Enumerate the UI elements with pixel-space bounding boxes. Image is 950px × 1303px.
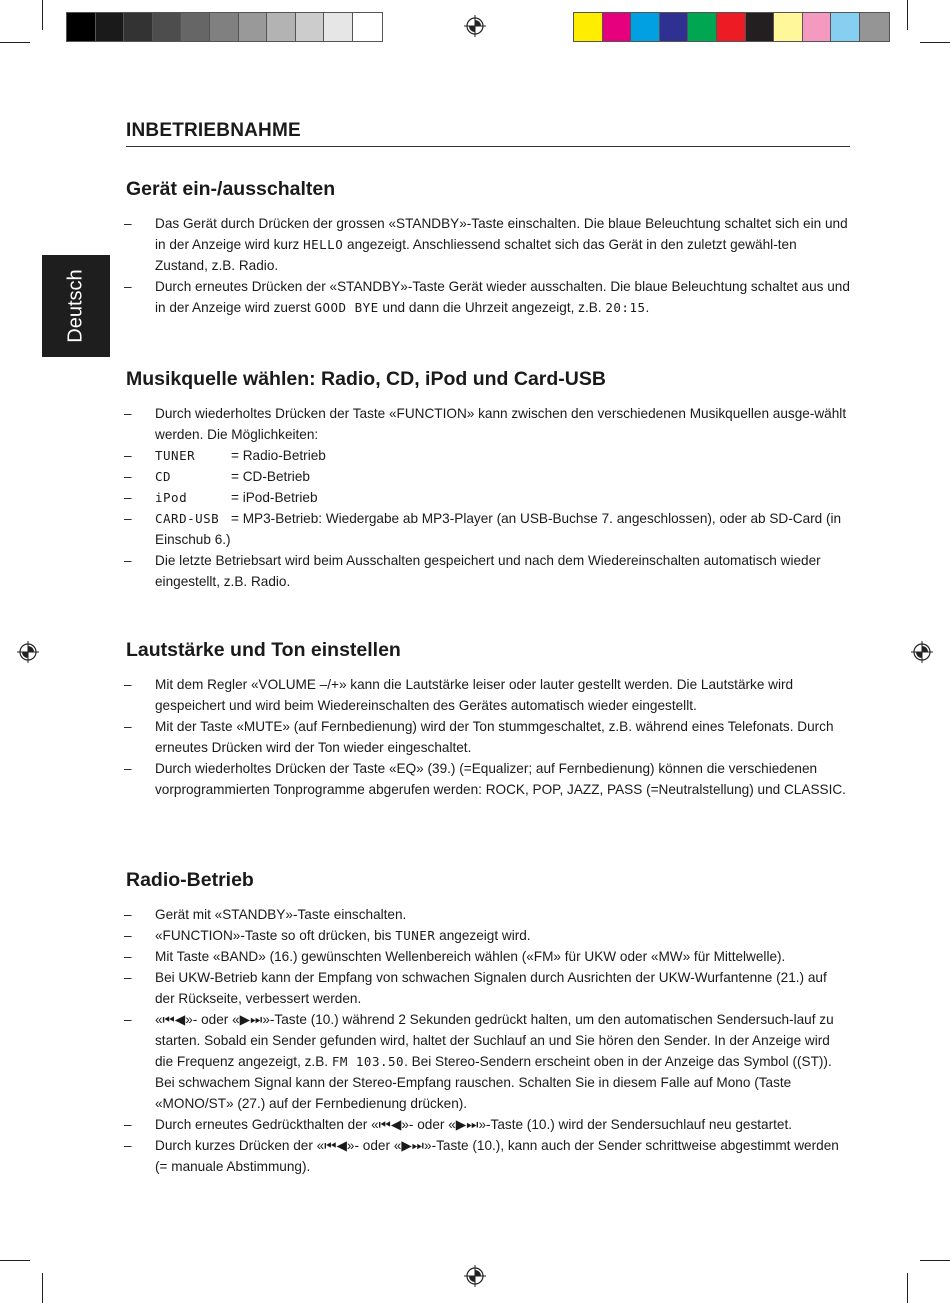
section-source (126, 368, 850, 592)
option-value: = iPod-Betrieb (231, 490, 318, 505)
list-item: – «FUNCTION»-Taste so oft drücken, bis TUNER angezeigt wird. (126, 925, 850, 946)
color-swatch (153, 13, 182, 41)
color-swatch (746, 13, 775, 41)
registration-mark-icon (464, 1265, 486, 1287)
list-item: – Durch erneutes Drücken der «STANDBY»-Taste Gerät wieder ausschalten. Die blaue Beleuchtung schaltet aus und in der Anzeige wird zuerst GOOD BYE und dann die Uhrzeit angezeigt, z.B. 20:15. (126, 276, 850, 318)
crop-mark (0, 1260, 30, 1261)
lcd-text: 20:15 (605, 300, 646, 315)
color-swatch (267, 13, 296, 41)
crop-mark (42, 1273, 43, 1303)
list-item: – Mit Taste «BAND» (16.) gewünschten Wellenbereich wählen («FM» für UKW oder «MW» für Mittelwelle). (126, 946, 850, 967)
color-swatch (631, 13, 660, 41)
color-swatch (688, 13, 717, 41)
color-swatch (860, 13, 889, 41)
list-item: – «⏮◀»- oder «▶⏭»-Taste (10.) während 2 Sekunden gedrückt halten, um den automatischen Sendersuch-lauf zu starten. Sobald ein Sender gefunden wird, haltet der Suchlauf an und Sie hören den Sender. In der Anzeige wird die Frequenz angezeigt, z.B. FM 103.50. Bei Stereo-Sendern erscheint oben in der Anzeige das Symbol ((ST)). Bei schwachem Signal kann der Stereo-Empfang rauschen. Schalten Sie in diesem Falle auf Mono (Taste «MONO/ST» (27.) auf der Fernbedienung drücken). (126, 1009, 850, 1114)
list-item: – Durch kurzes Drücken der «⏮◀»- oder «▶⏭»-Taste (10.), kann auch der Sender schrittweise abgestimmt werden (= manuale Abstimmung). (126, 1135, 850, 1177)
option-key: iPod (155, 490, 188, 505)
grayscale-color-bar (66, 12, 383, 42)
color-swatch (803, 13, 832, 41)
color-swatch (603, 13, 632, 41)
option-key: TUNER (155, 448, 196, 463)
color-swatch (353, 13, 382, 41)
lcd-text: HELLO (303, 237, 344, 252)
section-title: Radio-Betrieb (126, 869, 254, 891)
color-swatch (774, 13, 803, 41)
section-title: Gerät ein-/ausschalten (126, 178, 336, 200)
section-radio (126, 869, 850, 1177)
list-item: – Mit dem Regler «VOLUME –/+» kann die Lautstärke leiser oder lauter gestellt werden. Die Lautstärke wird gespeichert und wird beim Wiedereinschalten des Gerätes automatisch wieder eingestellt. (126, 674, 850, 716)
list-item: – Durch erneutes Gedrückthalten der «⏮◀»- oder «▶⏭»-Taste (10.) wird der Sendersuchlauf neu gestartet. (126, 1114, 850, 1135)
section-title: Musikquelle wählen: Radio, CD, iPod und Card-USB (126, 368, 606, 390)
section-title: Lautstärke und Ton einstellen (126, 639, 401, 661)
color-swatch (96, 13, 125, 41)
registration-mark-icon (911, 641, 933, 663)
list-item: – Durch wiederholtes Drücken der Taste «EQ» (39.) (=Equalizer; auf Fernbedienung) können die verschiedenen vorprogrammierten Tonprogramme abgerufen werden: ROCK, POP, JAZZ, PASS (=Neutralstellung) und CLASSIC. (126, 758, 850, 800)
list-item: – Das Gerät durch Drücken der grossen «STANDBY»-Taste einschalten. Die blaue Beleuchtung schaltet sich ein und in der Anzeige wird kurz HELLO angezeigt. Anschliessend schaltet sich das Gerät in den zuletzt gewähl-ten Zustand, z.B. Radio. (126, 213, 850, 276)
list-item: – Gerät mit «STANDBY»-Taste einschalten. (126, 904, 850, 925)
color-swatch (67, 13, 96, 41)
registration-mark-icon (464, 15, 486, 37)
color-swatch (210, 13, 239, 41)
crop-mark (0, 42, 30, 43)
option-value: = CD-Betrieb (231, 469, 310, 484)
color-swatch (831, 13, 860, 41)
option-key: CD (155, 469, 172, 484)
language-label: Deutsch (64, 269, 87, 343)
list-item: – Bei UKW-Betrieb kann der Empfang von schwachen Signalen durch Ausrichten der UKW-Wurfantenne (21.) auf der Rückseite, verbessert werden. (126, 967, 850, 1009)
color-swatch (181, 13, 210, 41)
color-swatch (324, 13, 353, 41)
source-option (126, 508, 850, 550)
option-value: = Radio-Betrieb (231, 448, 326, 463)
source-option (126, 466, 850, 487)
page-title: INBETRIEBNAHME (126, 120, 850, 147)
color-swatch (660, 13, 689, 41)
option-value: = MP3-Betrieb: Wiedergabe ab MP3-Player (an USB-Buchse 7. angeschlossen), oder ab SD-Card (in Einschub 6.) (155, 511, 842, 547)
page-header (126, 120, 850, 147)
color-swatch (717, 13, 746, 41)
crop-mark (907, 0, 908, 30)
lcd-text: TUNER (395, 928, 436, 943)
color-swatch (239, 13, 268, 41)
section-volume (126, 639, 850, 800)
color-swatch (574, 13, 603, 41)
color-swatch (296, 13, 325, 41)
source-option (126, 445, 850, 466)
list-item: – Durch wiederholtes Drücken der Taste «FUNCTION» kann zwischen den verschiedenen Musikquellen ausge-wählt werden. Die Möglichkeiten: (126, 403, 850, 445)
process-color-bar (573, 12, 890, 42)
list-item: – Mit der Taste «MUTE» (auf Fernbedienung) wird der Ton stummgeschaltet, z.B. während eines Telefonats. Durch erneutes Drücken wird der Ton wieder eingeschaltet. (126, 716, 850, 758)
source-option (126, 487, 850, 508)
source-options (126, 445, 850, 550)
lcd-text: FM 103.50 (331, 1054, 405, 1069)
section-power (126, 178, 850, 318)
crop-mark (920, 1260, 950, 1261)
crop-mark (42, 0, 43, 30)
language-side-tab (42, 255, 110, 357)
color-swatch (124, 13, 153, 41)
crop-mark (920, 42, 950, 43)
crop-mark (907, 1273, 908, 1303)
lcd-text: GOOD BYE (314, 300, 379, 315)
list-item: – Die letzte Betriebsart wird beim Ausschalten gespeichert und nach dem Wiedereinschalten automatisch wieder eingestellt, z.B. Radio. (126, 550, 850, 592)
option-key: CARD-USB (155, 511, 220, 526)
registration-mark-icon (17, 641, 39, 663)
